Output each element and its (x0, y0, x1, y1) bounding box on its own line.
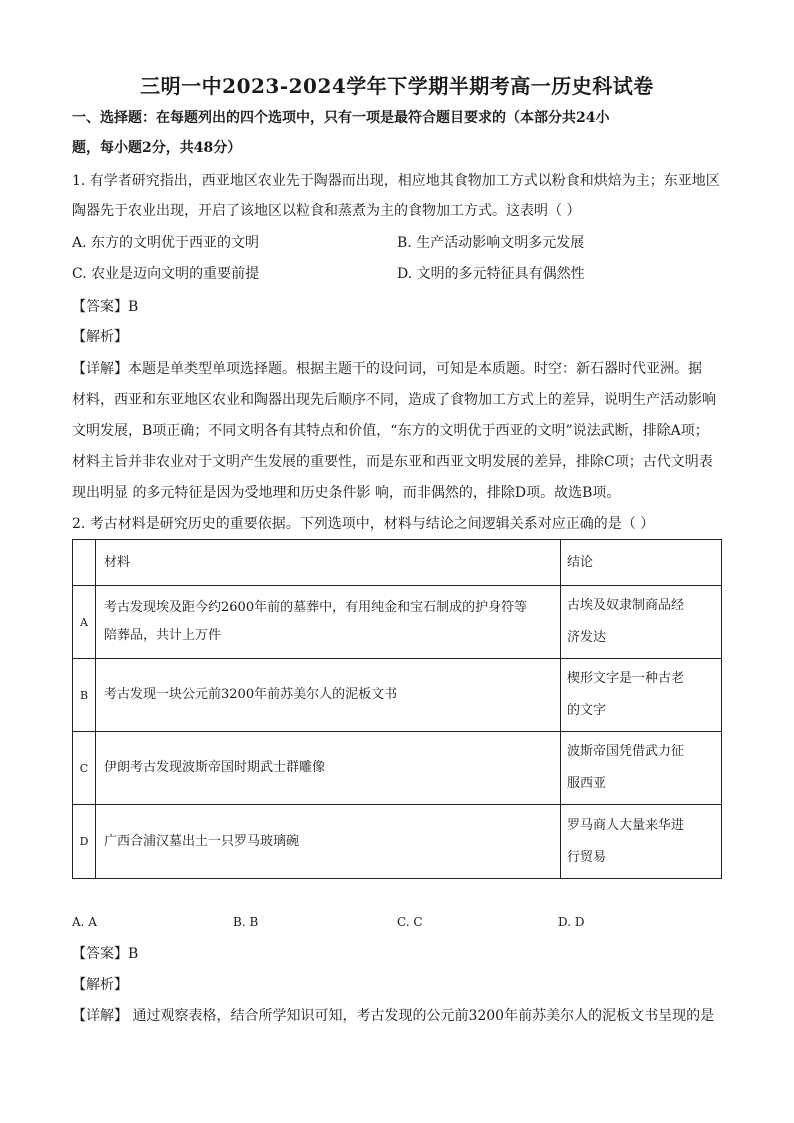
row-letter: D (73, 805, 96, 879)
q1-option-d: D. 文明的多元特征具有偶然性 (397, 266, 585, 282)
q1-detail-line1: 【详解】本题是单类型单项选择题。根据主题干的设问词，可知是本质题。时空：新石器时代亚洲。据 (72, 361, 702, 377)
q1-detail-line2: 材料，西亚和东亚地区农业和陶器出现先后顺序不同，造成了食物加工方式上的差异，说明生产活动影响 (72, 392, 716, 408)
row-material-line: 陪葬品，共计上万件 (104, 628, 222, 643)
q2-table (72, 539, 722, 879)
row-conclusion-line: 济发达 (567, 630, 607, 645)
row-conclusion-line: 服西亚 (567, 776, 607, 791)
q2-option-d: D. D (558, 915, 585, 929)
row-conclusion-line: 的文字 (567, 703, 607, 718)
q2-option-c: C. C (397, 915, 423, 929)
table-header-blank (73, 540, 96, 586)
table-row (73, 805, 722, 879)
q2-analysis-label: 【解析】 (72, 977, 128, 993)
row-conclusion-line: 古埃及奴隶制商品经 (567, 598, 685, 613)
q1-option-c: C. 农业是迈向文明的重要前提 (72, 266, 260, 282)
row-conclusion-line: 楔形文字是一种古老 (567, 671, 685, 686)
q2-stem: 2. 考古材料是研究历史的重要依据。下列选项中，材料与结论之间逻辑关系对应正确的是（ ） (72, 516, 655, 532)
q1-stem-line1: 1. 有学者研究指出，西亚地区农业先于陶器而出现，相应地其食物加工方式以粉食和烘焙为主；东亚地区 (72, 173, 720, 189)
table-row (73, 586, 722, 659)
q1-stem-line2: 陶器先于农业出现，开启了该地区以粒食和蒸煮为主的食物加工方式。这表明（ ） (72, 203, 581, 219)
q1-option-a: A. 东方的文明优于西亚的文明 (72, 235, 260, 251)
table-header-row (73, 540, 722, 586)
table-header-material: 材料 (96, 540, 561, 586)
q1-answer: 【答案】B (72, 299, 139, 315)
row-conclusion (561, 805, 722, 879)
q1-detail-line4: 材料主旨并非农业对于文明产生发展的重要性，而是东亚和西亚文明发展的差异，排除C项；古代文明表 (72, 454, 713, 470)
table-row (73, 732, 722, 805)
q1-option-b: B. 生产活动影响文明多元发展 (397, 235, 585, 251)
row-letter: B (73, 659, 96, 732)
row-material (96, 732, 561, 805)
row-conclusion (561, 732, 722, 805)
row-material (96, 805, 561, 879)
row-letter: C (73, 732, 96, 805)
q2-option-a: A. A (72, 915, 97, 929)
table-row (73, 659, 722, 732)
q2-detail-line1: 【详解】 通过观察表格，结合所学知识可知，考古发现的公元前3200年前苏美尔人的泥板文书呈现的是 (72, 1008, 715, 1024)
section-heading-line2: 题，每小题2分，共48分） (72, 140, 242, 156)
q1-detail-line3: 文明发展，B项正确；不同文明各有其特点和价值，“东方的文明优于西亚的文明”说法武断，排除A项； (72, 423, 709, 439)
row-letter: A (73, 586, 96, 659)
row-conclusion-line: 罗马商人大量来华进 (567, 817, 685, 833)
row-material (96, 586, 561, 659)
row-material-line: 伊朗考古发现波斯帝国时期武士群雕像 (104, 760, 326, 775)
row-conclusion (561, 586, 722, 659)
row-material-line: 考古发现埃及距今约2600年前的墓葬中，有用纯金和宝石制成的护身符等 (104, 600, 528, 615)
exam-title: 三明一中2023-2024学年下学期半期考高一历史科试卷 (140, 74, 654, 98)
row-conclusion-line: 波斯帝国凭借武力征 (567, 744, 685, 759)
section-heading-line1: 一、选择题：在每题列出的四个选项中，只有一项是最符合题目要求的（本部分共24小 (72, 110, 610, 126)
table-header-conclusion: 结论 (561, 540, 722, 586)
row-material-line: 考古发现一块公元前3200年前苏美尔人的泥板文书 (104, 687, 398, 702)
row-conclusion (561, 659, 722, 732)
q1-analysis-label: 【解析】 (72, 329, 128, 345)
row-material-line: 广西合浦汉墓出土一只罗马玻璃碗 (104, 833, 300, 849)
q2-answer: 【答案】B (72, 946, 139, 962)
q2-option-b: B. B (233, 915, 259, 929)
row-conclusion-line: 行贸易 (567, 849, 607, 865)
q1-detail-line5: 现出明显 的多元特征是因为受地理和历史条件影 响，而非偶然的，排除D项。故选B项。 (72, 485, 621, 501)
row-material (96, 659, 561, 732)
